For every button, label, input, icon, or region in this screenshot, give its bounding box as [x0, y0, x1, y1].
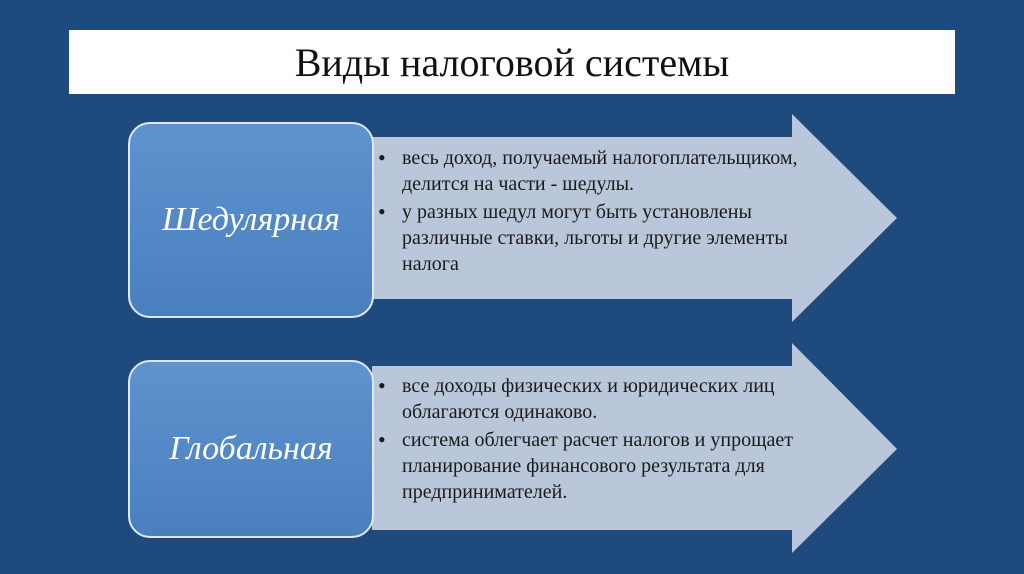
label-scheduled: Шедулярная [162, 201, 340, 238]
page-title: Виды налоговой системы [294, 39, 730, 85]
label-box-1 [128, 122, 374, 318]
label-box-2 [128, 360, 374, 538]
bullet-item: • система облегчает расчет налогов и упрощает планирование финансового результата для предпринимателей. [376, 427, 801, 505]
label-global: Глобальная [169, 430, 333, 467]
bullet-item: • у разных шедул могут быть установлены различные ставки, льготы и другие элементы налога [376, 199, 801, 277]
row-1-bullets [376, 145, 801, 279]
bullet-item: • все доходы физических и юридических лиц облагаются одинаково. [376, 373, 801, 425]
bullet-item: • весь доход, получаемый налогоплательщиком, делится на части - шедулы. [376, 145, 801, 197]
row-2-bullets [376, 373, 801, 507]
